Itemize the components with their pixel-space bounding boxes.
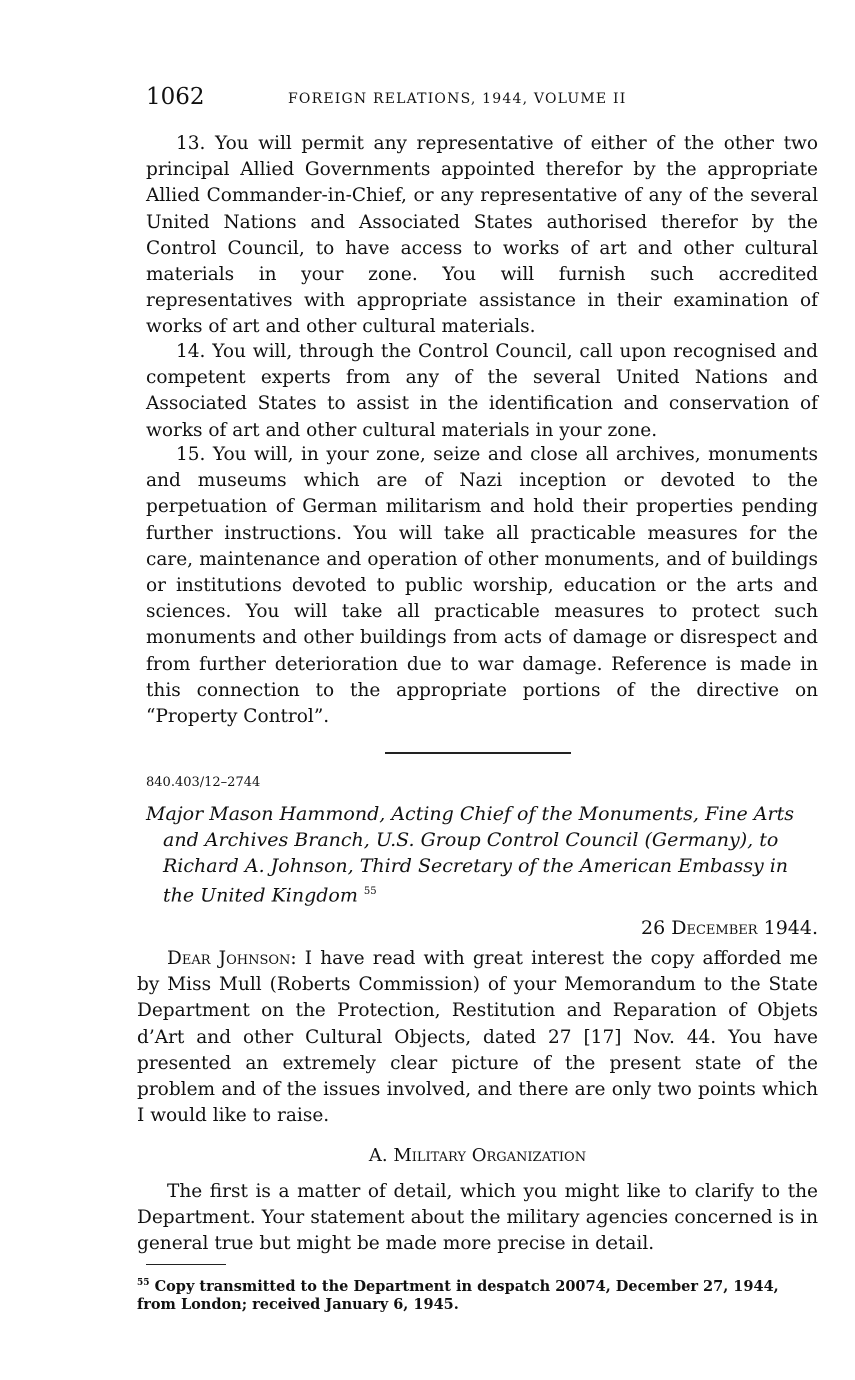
footnote-text: Copy transmitted to the Department in despatch 20074, December 27, 1944, from London; received January 6, 1945. bbox=[137, 1277, 779, 1313]
letter-title bbox=[146, 801, 818, 908]
page-header bbox=[146, 84, 819, 116]
letter-second-paragraph: The first is a matter of detail, which you might like to clarify to the Department. Your statement about the military agencies concerned is in general true but might be made more precise in detail. bbox=[137, 1181, 818, 1255]
page-number: 1062 bbox=[146, 84, 205, 110]
footnote-number: 55 bbox=[137, 1278, 150, 1288]
section-heading: A. Military Organization bbox=[368, 1145, 587, 1166]
letter-title-text: Major Mason Hammond, Acting Chief of the Monuments, Fine Arts and Archives Branch, U.S. Group Control Council (Germany), to Richard A. Johnson, Third Secretary of the American Embassy in the United Kingdom bbox=[146, 803, 794, 907]
paragraph-13: 13. You will permit any representative of either of the other two principal Allied Governments appointed therefor by the appropriate Allied Commander-in-Chief, or any representative of any of the several United Nations and Associated States authorised therefor by the Control Council, to have access to works of art and other cultural materials in your zone. You will furnish such accredited representatives with appropriate assistance in their examination of works of art and other cultural materials. bbox=[146, 133, 818, 338]
footnote-divider bbox=[146, 1264, 226, 1265]
running-title: FOREIGN RELATIONS, 1944, VOLUME II bbox=[288, 91, 627, 107]
salutation: Dear Johnson: bbox=[167, 948, 297, 969]
first-paragraph-text: I have read with great interest the copy afforded me by Miss Mull (Roberts Commission) of your Memorandum to the State Department on the Protection, Restitution and Reparation of Objets d’Art and other Cultural Objects, dated 27 [17] Nov. 44. You have presented an extremely clear picture of the present state of the problem and of the issues involved, and there are only two points which I would like to raise. bbox=[137, 948, 818, 1127]
letter-first-paragraph bbox=[137, 946, 818, 1129]
paragraph-14: 14. You will, through the Control Council, call upon recognised and competent experts from any of the several United Nations and Associated States to assist in the identification and conservation of works of art and other cultural materials in your zone. bbox=[146, 341, 818, 441]
paragraph-15: 15. You will, in your zone, seize and close all archives, monuments and museums which are of Nazi inception or devoted to the perpetuation of German militarism and hold their properties pending further instructions. You will take all practicable measures for the care, maintenance and operation of other monuments, and of buildings or institutions devoted to public worship, education or the arts and sciences. You will take all practicable measures to protect such monuments and other buildings from acts of damage or disrespect and from further deterioration due to war damage. Reference is made in this connection to the appropriate portions of the directive on “Property Control”. bbox=[146, 444, 818, 728]
section-divider bbox=[385, 752, 571, 754]
footnote bbox=[137, 1274, 818, 1314]
footnote-reference: 55 bbox=[363, 886, 377, 897]
file-number: 840.403/12–2744 bbox=[146, 775, 261, 790]
letter-date: 26 December 1944. bbox=[641, 917, 818, 939]
